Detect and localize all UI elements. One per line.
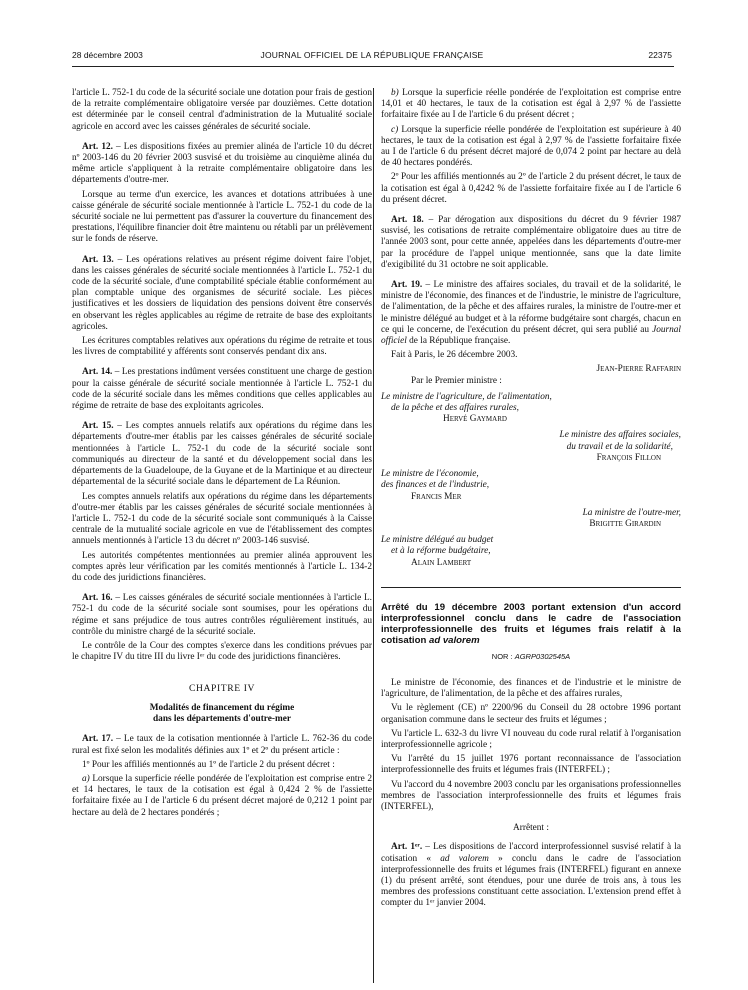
article-text: » conclu dans le cadre de l'association interprofessionnelle des fruits et légumes frais (INTERFEL) figurant en annexe (1) du présent arrêté, sont étendues, pour une durée de trois ans, à tous les membres des professions constituant cette association. L'extension prend effet à compter du 1ᵉʳ janvier 2004. xyxy=(381,853,682,909)
arrete-article-1 xyxy=(381,842,681,909)
article-17 xyxy=(72,734,372,756)
article-text: – Les dispositions de l'accord interprofessionnel susvisé relatif à la cotisation « xyxy=(381,842,681,864)
signature-prime-minister xyxy=(381,364,681,375)
article-text: – Les dispositions fixées au premier alinéa de l'article 10 du décret nº 2003-146 du 20 février 2003 susvisé et du troisième au cinquième alinéa du même article s'appliquent à la retraite complémentaire obligatoire dans les départements d'outre-mer. xyxy=(72,141,372,186)
article-18 xyxy=(381,215,681,271)
article-label: Art. 1ᵉʳ. xyxy=(391,842,423,853)
item-label: b) xyxy=(391,88,399,98)
article-15 xyxy=(72,421,372,488)
header-journal-title: JOURNAL OFFICIEL DE LA RÉPUBLIQUE FRANÇAISE xyxy=(260,50,484,60)
article-label: Art. 15. xyxy=(82,421,114,432)
paragraph xyxy=(381,88,681,122)
arrete-title xyxy=(381,602,681,646)
article-14 xyxy=(72,367,372,412)
article-label: Art. 16. xyxy=(82,593,113,604)
chapter-title-line: Modalités de financement du régime xyxy=(149,702,295,713)
article-label: Art. 12. xyxy=(82,141,113,152)
journal-name: Journal officiel xyxy=(381,324,681,347)
signature-overseas xyxy=(381,508,681,530)
item-text: Lorsque la superficie réelle pondérée de l'exploitation est comprise entre 2 et 14 hectares, le taux de la cotisation est égal à 0,424 2 % de l'assiette forfaitaire fixée au I de l'article 6 du présent décret majoré de 0,212 1 point par hectare au delà de 2 hectares pondérés ; xyxy=(72,773,372,818)
article-text: – Les comptes annuels relatifs aux opérations du régime dans les départements d'outre-mer établis par les caisses générales de sécurité sociale mentionnées à l'article L. 752-1 du code de la sécurité sociale sont communiqués au directeur de la santé et du développement social dans les départements de la Guadeloupe, de la Guyane et de la Martinique et au directeur départemental de la sécurité sociale dans le département de La Réunion. xyxy=(72,421,372,488)
article-text: – Le taux de la cotisation mentionnée à l'article L. 762-36 du code rural est fixé selon les modalités définies aux 1º et 2º du présent article : xyxy=(72,734,372,756)
signatory-title: Le ministre de l'agriculture, de l'alimentation, xyxy=(381,391,552,402)
paragraph: Les comptes annuels relatifs aux opérations du régime dans les départements d'outre-mer établis par les caisses générales de sécurité sociale mentionnées à l'article L. 752-1 du code de la sécurité sociale sont communiqués à la Caisse centrale de la mutualité sociale agricole en vue de l'établissement des comptes annuels mentionnés à l'article 13 du décret nº 2003-146 susvisé. xyxy=(72,491,372,547)
signatory-name: Alain Lambert xyxy=(411,557,472,568)
page-header xyxy=(72,50,672,64)
signatory-title: Le ministre de l'économie, xyxy=(381,469,479,480)
nor-label: NOR : xyxy=(491,651,515,661)
article-19 xyxy=(381,280,681,347)
paragraph xyxy=(72,774,372,819)
signature-line: Par le Premier ministre : xyxy=(411,375,502,386)
signatory-name: Brigitte Girardin xyxy=(589,518,661,529)
arretent-heading: Arrêtent : xyxy=(513,823,549,834)
article-italic: ad valorem xyxy=(440,853,489,864)
nor-code: AGRP0302545A xyxy=(514,651,571,661)
chapter-title-line: dans les départements d'outre-mer xyxy=(153,713,291,724)
paragraph: Vu l'arrêté du 15 juillet 1976 portant reconnaissance de l'association interprofessionnelle des fruits et légumes frais (INTERFEL) ; xyxy=(381,754,681,776)
section-divider xyxy=(381,587,681,588)
signatory-title: et à la réforme budgétaire, xyxy=(391,546,491,557)
paragraph: l'article L. 752-1 du code de la sécurité sociale une dotation pour frais de gestion de la retraite complémentaire obligatoire versée par douzièmes. Cette dotation est déterminée par le conseil central d'administration de la Mutualité sociale agricole en accord avec les caisses générales de sécurité sociale. xyxy=(72,88,372,132)
signing-place-date: Fait à Paris, le 26 décembre 2003. xyxy=(391,350,518,361)
paragraph: Vu le règlement (CE) nº 2200/96 du Conseil du 28 octobre 1996 portant organisation commune dans le secteur des fruits et légumes ; xyxy=(381,703,681,725)
item-label: a) xyxy=(82,773,90,784)
left-column xyxy=(72,88,372,822)
paragraph: Les autorités compétentes mentionnées au premier alinéa approuvent les comptes après leur vérification par les comités mentionnés à l'article L. 134-2 du code des juridictions financières. xyxy=(72,550,372,583)
signatory-title: du travail et de la solidarité, xyxy=(566,441,673,452)
signatory-title: des finances et de l'industrie, xyxy=(381,480,490,491)
article-label: Art. 13. xyxy=(82,254,114,265)
arrete-title-italic: ad valorem xyxy=(428,634,480,646)
article-text: – Les caisses générales de sécurité sociale mentionnées à l'article L. 752-1 du code de la sécurité sociale sont soumises, pour les opérations du régime et sans préjudice de tous autres contrôles régulièrement institués, au contrôle du ministre chargé de la sécurité sociale. xyxy=(72,593,372,637)
paragraph: Lorsque au terme d'un exercice, les avances et dotations attribuées à une caisse générale de sécurité sociale mentionnée à l'article L. 752-1 du code de la sécurité sociale ne lui permettent pas d'assurer la couverture du financement des prestations, l'équilibre financier doit être maintenu ou rétabli par un prélèvement sur le fonds de réserve. xyxy=(72,189,372,245)
signature-social-affairs xyxy=(381,430,681,464)
arrete-title-text: Arrêté du 19 décembre 2003 portant extension d'un accord interprofessionnel conclu dans le cadre de l'association interprofessionnelle des fruits et légumes frais relatif à la cotisation xyxy=(381,601,681,646)
article-label: Art. 14. xyxy=(82,367,113,378)
article-text: – Les opérations relatives au présent régime doivent faire l'objet, dans les caisses générales de sécurité sociale mentionnées à l'article L. 752-1 du code de la sécurité sociale, d'une comptabilité spéciale établie conformément au plan comptable unique des organismes de sécurité sociale. Les pièces justificatives et les dossiers de liquidation des pensions doivent être conservés en observant les règles applicables au régime de retraite de base des exploitants agricoles. xyxy=(72,254,372,332)
article-16 xyxy=(72,593,372,638)
paragraph xyxy=(381,125,681,170)
signatory-name: Francis Mer xyxy=(411,491,462,502)
paragraph: Les écritures comptables relatives aux opérations du régime de retraite et tous les livres de comptabilité y afférents sont conservés pendant dix ans. xyxy=(72,336,372,358)
article-text: – Par dérogation aux dispositions du décret du 9 février 1987 susvisé, les cotisations de retraite complémentaire obligatoire dues au titre de l'année 2003 sont, pour cette année, appelées dans les départements d'outre-mer par la procédure de l'appel unique mentionnée, sans que la date limite d'exigibilité du 31 octobre ne soit applicable. xyxy=(381,215,681,270)
chapter-title xyxy=(72,703,372,726)
signatory-name: Jean-Pierre Raffarin xyxy=(596,364,681,375)
paragraph: Vu l'accord du 4 novembre 2003 conclu par les organisations professionnelles membres de l'association interprofessionnelle des fruits et légumes frais (INTERFEL), xyxy=(381,779,681,812)
article-13 xyxy=(72,255,372,333)
chapter-heading: CHAPITRE IV xyxy=(188,683,256,695)
item-label: c) xyxy=(391,124,399,135)
item-text: Lorsque la superficie réelle pondérée de l'exploitation est comprise entre 14,01 et 40 hectares, le taux de la cotisation est égal à 2,97 % de l'assiette forfaitaire fixée au I de l'article 6 du présent décret ; xyxy=(381,88,681,121)
signatory-title: Le ministre des affaires sociales, xyxy=(559,430,681,441)
signature-agriculture xyxy=(381,392,681,426)
nor-reference xyxy=(381,651,681,662)
article-label: Art. 19. xyxy=(391,280,423,291)
signatory-name: François Fillon xyxy=(596,452,661,463)
signatory-title: Le ministre délégué au budget xyxy=(381,535,494,546)
paragraph: Vu l'article L. 632-3 du livre VI nouveau du code rural relatif à l'organisation interprofessionnelle agricole ; xyxy=(381,728,681,750)
signature-budget xyxy=(381,535,681,569)
right-column xyxy=(381,88,681,913)
article-label: Art. 18. xyxy=(391,215,424,226)
item-text: Lorsque la superficie réelle pondérée de l'exploitation est supérieure à 40 hectares, le taux de la cotisation est égal à 2,97 % de l'assiette forfaitaire fixée au I de l'article 6 du présent décret majoré de 0,074 2 point par hectare au delà de 40 hectares pondérés. xyxy=(381,124,681,169)
article-text: de la République française. xyxy=(406,336,511,347)
signatory-name: Hervé Gaymard xyxy=(443,414,507,425)
paragraph: 2º Pour les affiliés mentionnés au 2º de l'article 2 du présent décret, le taux de la cotisation est égal à 0,4242 % de l'assiette forfaitaire fixée au I de l'article 6 du présent décret. xyxy=(381,172,681,205)
header-rule xyxy=(72,66,674,67)
signatory-title: de la pêche et des affaires rurales, xyxy=(391,403,519,414)
paragraph: Le ministre de l'économie, des finances et de l'industrie et le ministre de l'agriculture, de l'alimentation, de la pêche et des affaires rurales, xyxy=(381,677,681,700)
signature-economy xyxy=(381,469,681,503)
article-label: Art. 17. xyxy=(82,734,114,745)
header-page-number: 22375 xyxy=(648,50,672,60)
paragraph: Le contrôle de la Cour des comptes s'exerce dans les conditions prévues par le chapitre IV du titre III du livre Iᵉʳ du code des juridictions financières. xyxy=(72,640,372,663)
column-divider xyxy=(373,88,374,983)
article-12 xyxy=(72,142,372,187)
article-text: – Le ministre des affaires sociales, du travail et de la solidarité, le ministre de l'économie, des finances et de l'industrie, le ministre de l'agriculture, de l'alimentation, de la pêche et des affaires rurales, la ministre de l'outre-mer et le ministre délégué au budget et à la réforme budgétaire sont chargés, chacun en ce qui le concerne, de l'exécution du présent décret, qui sera publié au xyxy=(381,280,681,335)
paragraph: 1º Pour les affiliés mentionnés au 1º de l'article 2 du présent décret : xyxy=(82,759,335,770)
signatory-title: La ministre de l'outre-mer, xyxy=(582,507,681,518)
article-text: – Les prestations indûment versées constituent une charge de gestion pour la caisse générale de sécurité sociale mentionnée à l'article L. 752-1 du code de la sécurité sociale dans les mêmes conditions que celles applicables au régime de retraite de base des exploitants agricoles. xyxy=(72,367,372,412)
header-date: 28 décembre 2003 xyxy=(72,50,143,60)
